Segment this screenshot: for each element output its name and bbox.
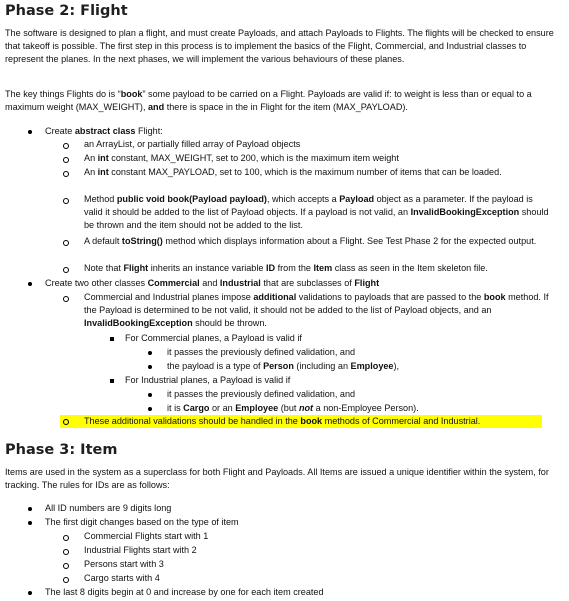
id-rule-first-digit: The first digit changes based on the type of item — [45, 517, 239, 527]
circle-bullet-icon — [63, 198, 69, 204]
flight-item-inherits-id: Note that Flight inherits an instance variable ID from the Item class as seen in the Item skeleton file. — [84, 263, 488, 273]
industrial-rule-item-1: it passes the previously defined validation, and — [167, 389, 356, 399]
circle-bullet-icon — [63, 143, 69, 149]
phase2-intro-paragraph: The software is designed to plan a flight, and must create Payloads, and attach Payloads to Flights. The flights will be checked to ensure that takeoff is possible. The first step in this process is to implement the basics of the Flight, Commercial, and Industrial classes to represent the planes. In the next phases, we will implement the various behaviours of these planes. — [5, 28, 554, 64]
subclass-validations-paragraph: Commercial and Industrial planes impose additional validations to payloads that are passed to the book method. If the Payload is determined to be not valid, it should not be added to the list of Payload objects, and an InvalidBookingException should be thrown. — [84, 292, 549, 328]
circle-bullet-icon — [63, 157, 69, 163]
id-prefix-industrial: Industrial Flights start with 2 — [84, 545, 197, 555]
bullet-icon — [28, 591, 32, 595]
phase3-heading: Phase 3: Item — [5, 442, 118, 458]
square-bullet-icon — [110, 379, 114, 383]
phase2-heading: Phase 2: Flight — [5, 3, 128, 19]
circle-bullet-icon — [63, 267, 69, 273]
flight-item-book-method: Method public void book(Payload payload), which accepts a Payload object as a parameter. If the payload is valid it should be added to the list of Payload objects. If a payload is not valid, an InvalidBookingException should be thrown and the item should not be added to the list. — [84, 194, 549, 230]
circle-bullet-icon — [63, 171, 69, 177]
circle-bullet-icon — [63, 419, 69, 425]
id-prefix-persons: Persons start with 3 — [84, 559, 164, 569]
id-prefix-commercial: Commercial Flights start with 1 — [84, 531, 209, 541]
id-rule-last-digits: The last 8 digits begin at 0 and increase by one for each item created — [45, 587, 324, 597]
id-prefix-cargo: Cargo starts with 4 — [84, 573, 160, 583]
bullet-icon — [28, 521, 32, 525]
bullet-icon — [148, 365, 152, 369]
industrial-rule-item-2: it is Cargo or an Employee (but not a non-Employee Person). — [167, 403, 419, 413]
highlighted-note: These additional validations should be handled in the book methods of Commercial and Industrial. — [84, 416, 481, 426]
circle-bullet-icon — [63, 577, 69, 583]
flight-item-tostring: A default toString() method which displays information about a Flight. See Test Phase 2 for the expected output. — [84, 236, 537, 246]
bullet-icon — [148, 393, 152, 397]
industrial-rule: For Industrial planes, a Payload is valid if — [125, 375, 291, 385]
bullet-subclasses: Create two other classes Commercial and Industrial that are subclasses of Flight — [45, 278, 380, 288]
flight-item-arraylist: an ArrayList, or partially filled array of Payload objects — [84, 139, 301, 149]
bullet-icon — [28, 282, 32, 286]
commercial-rule-item-2: the payload is a type of Person (including an Employee), — [167, 361, 400, 371]
circle-bullet-icon — [63, 535, 69, 541]
bullet-abstract-flight: Create abstract class Flight: — [45, 126, 163, 136]
bullet-icon — [28, 507, 32, 511]
flight-item-max-payload: An int constant MAX_PAYLOAD, set to 100, which is the maximum number of items that can be loaded. — [84, 167, 502, 177]
circle-bullet-icon — [63, 240, 69, 246]
flight-item-max-weight: An int constant, MAX_WEIGHT, set to 200, which is the maximum item weight — [84, 153, 399, 163]
bullet-icon — [148, 407, 152, 411]
bullet-icon — [28, 130, 32, 134]
bullet-icon — [148, 351, 152, 355]
square-bullet-icon — [110, 337, 114, 341]
commercial-rule: For Commercial planes, a Payload is valid if — [125, 333, 302, 343]
commercial-rule-item-1: it passes the previously defined validation, and — [167, 347, 356, 357]
circle-bullet-icon — [63, 563, 69, 569]
phase2-key-things-paragraph: The key things Flights do is “book” some payload to be carried on a Flight. Payloads are valid if: to weight is less than or equal to a maximum weight (MAX_WEIGHT), and there is space in the in Flight for the item (MAX_PAYLOAD). — [5, 89, 532, 112]
phase3-intro-paragraph: Items are used in the system as a superclass for both Flight and Payloads. All Items are issued a unique identifier within the system, for tracking. The rules for IDs are as follows: — [5, 467, 549, 490]
circle-bullet-icon — [63, 549, 69, 555]
id-rule-length: All ID numbers are 9 digits long — [45, 503, 172, 513]
circle-bullet-icon — [63, 296, 69, 302]
